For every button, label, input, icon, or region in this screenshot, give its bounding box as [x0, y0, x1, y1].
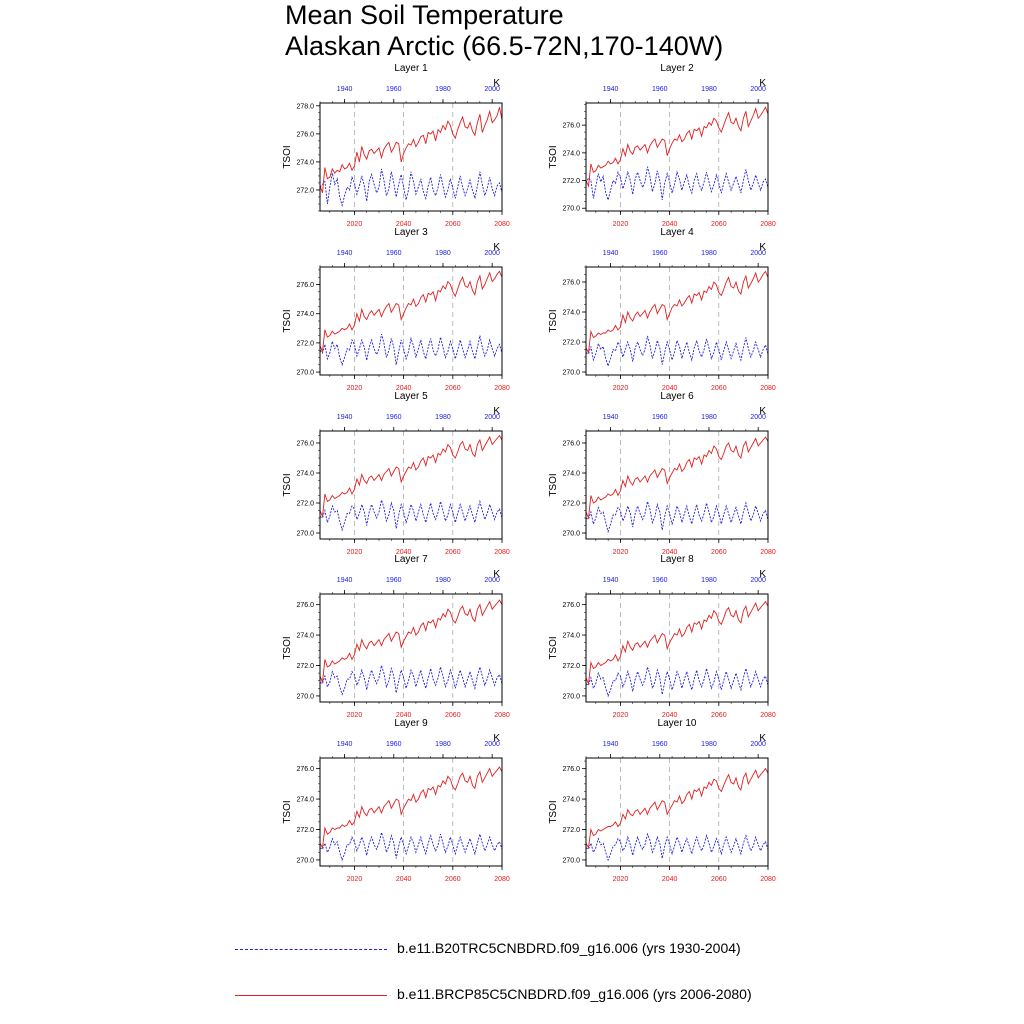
top-tick-label: 1940 [602, 86, 619, 93]
units-label: K [759, 569, 766, 580]
top-tick-label: 1960 [385, 741, 402, 748]
series-line-historical [586, 502, 768, 532]
bottom-tick-label: 2080 [494, 712, 510, 719]
top-tick-label: 1940 [336, 741, 353, 748]
y-tick-label: 276.0 [296, 131, 314, 139]
y-tick-label: 272.0 [296, 187, 314, 195]
series-line-historical [320, 334, 502, 365]
series-line-future [586, 437, 768, 518]
top-tick-label: 1980 [435, 86, 451, 93]
y-tick-label: 276.0 [562, 122, 580, 130]
top-tick-label: 1940 [602, 741, 619, 748]
top-tick-label: 1940 [336, 414, 353, 421]
top-tick-label: 1960 [651, 741, 668, 748]
plot-frame [586, 594, 768, 702]
y-tick-label: 270.0 [296, 530, 314, 538]
chart-panel-layer-5 [282, 414, 510, 556]
bottom-tick-label: 2060 [711, 221, 727, 228]
bottom-tick-label: 2020 [612, 385, 629, 392]
bottom-tick-label: 2040 [395, 221, 412, 228]
y-tick-label: 270.0 [562, 857, 580, 865]
top-tick-label: 1960 [651, 414, 668, 421]
bottom-tick-label: 2080 [760, 712, 776, 719]
y-tick-label: 272.0 [562, 662, 580, 670]
bottom-tick-label: 2060 [711, 549, 727, 556]
y-tick-label: 274.0 [562, 309, 580, 317]
bottom-tick-label: 2080 [760, 385, 776, 392]
series-line-future [586, 272, 768, 353]
bottom-tick-label: 2020 [612, 712, 629, 719]
panel-title: Layer 9 [394, 718, 428, 729]
top-tick-label: 1960 [651, 577, 668, 584]
y-tick-label: 276.0 [562, 440, 580, 448]
bottom-tick-label: 2020 [346, 221, 363, 228]
bottom-tick-label: 2040 [395, 712, 412, 719]
top-tick-label: 1980 [701, 414, 717, 421]
bottom-tick-label: 2040 [661, 549, 678, 556]
series-line-historical [586, 336, 768, 366]
y-axis-label: TSOI [548, 145, 559, 169]
series-line-historical [586, 667, 768, 696]
top-tick-label: 2000 [484, 577, 500, 584]
bottom-tick-label: 2060 [711, 385, 727, 392]
chart-panel-layer-1 [282, 86, 510, 228]
top-tick-label: 1980 [435, 414, 451, 421]
top-tick-label: 1960 [385, 86, 402, 93]
top-tick-label: 1960 [651, 250, 668, 257]
chart-panel-layer-3 [282, 250, 510, 392]
bottom-tick-label: 2040 [395, 549, 412, 556]
plot-frame [586, 103, 768, 211]
panel-title: Layer 8 [660, 554, 694, 565]
y-tick-label: 274.0 [296, 159, 314, 167]
chart-panel-layer-7 [282, 577, 510, 719]
top-tick-label: 1940 [336, 86, 353, 93]
y-tick-label: 274.0 [296, 470, 314, 478]
top-tick-label: 2000 [484, 414, 500, 421]
bottom-tick-label: 2060 [445, 385, 461, 392]
y-axis-label: TSOI [548, 309, 559, 333]
legend-item-historical [235, 940, 795, 960]
y-tick-label: 270.0 [296, 369, 314, 377]
chart-panel-layer-2 [548, 86, 776, 228]
y-tick-label: 272.0 [296, 662, 314, 670]
panel-title: Layer 10 [657, 718, 697, 729]
top-tick-label: 2000 [484, 741, 500, 748]
y-tick-label: 270.0 [562, 530, 580, 538]
bottom-tick-label: 2020 [346, 549, 363, 556]
y-axis-label: TSOI [282, 800, 293, 824]
y-tick-label: 270.0 [562, 369, 580, 377]
bottom-tick-label: 2040 [395, 876, 412, 883]
plot-frame [320, 594, 502, 702]
chart-panel-layer-4 [548, 250, 776, 392]
top-tick-label: 1980 [701, 577, 717, 584]
top-tick-label: 2000 [750, 414, 766, 421]
plot-frame [586, 758, 768, 866]
bottom-tick-label: 2060 [445, 549, 461, 556]
units-label: K [759, 78, 766, 89]
units-label: K [759, 242, 766, 253]
top-tick-label: 1980 [701, 250, 717, 257]
y-tick-label: 276.0 [296, 766, 314, 774]
y-tick-label: 276.0 [562, 279, 580, 287]
y-tick-label: 270.0 [296, 857, 314, 865]
legend-item-future [235, 986, 795, 1006]
series-line-historical [320, 169, 502, 206]
series-line-future [586, 769, 768, 848]
bottom-tick-label: 2080 [494, 385, 510, 392]
top-tick-label: 2000 [750, 86, 766, 93]
bottom-tick-label: 2060 [445, 712, 461, 719]
units-label: K [493, 242, 500, 253]
series-line-historical [320, 833, 502, 860]
y-axis-label: TSOI [282, 636, 293, 660]
y-tick-label: 274.0 [296, 632, 314, 640]
plot-frame [320, 103, 502, 211]
top-tick-label: 1960 [651, 86, 668, 93]
title-line-1: Mean Soil Temperature [285, 0, 564, 30]
panel-title: Layer 1 [394, 63, 428, 74]
bottom-tick-label: 2060 [711, 712, 727, 719]
panel-title: Layer 3 [394, 227, 428, 238]
y-tick-label: 276.0 [296, 602, 314, 610]
top-tick-label: 1980 [435, 741, 451, 748]
y-tick-label: 274.0 [562, 150, 580, 158]
bottom-tick-label: 2060 [711, 876, 727, 883]
y-tick-label: 272.0 [296, 826, 314, 834]
panel-title: Layer 4 [660, 227, 694, 238]
top-tick-label: 2000 [484, 86, 500, 93]
y-tick-label: 270.0 [562, 205, 580, 213]
series-line-historical [320, 666, 502, 695]
series-line-historical [586, 834, 768, 860]
bottom-tick-label: 2080 [494, 549, 510, 556]
plot-frame [320, 267, 502, 375]
top-tick-label: 1980 [435, 250, 451, 257]
series-line-future [320, 767, 502, 848]
y-tick-label: 272.0 [562, 500, 580, 508]
y-tick-label: 270.0 [562, 693, 580, 701]
series-line-historical [320, 500, 502, 530]
y-tick-label: 278.0 [296, 103, 314, 111]
y-tick-label: 274.0 [562, 470, 580, 478]
y-axis-label: TSOI [282, 145, 293, 169]
bottom-tick-label: 2040 [661, 221, 678, 228]
y-tick-label: 272.0 [562, 178, 580, 186]
y-axis-label: TSOI [282, 473, 293, 497]
panel-title: Layer 7 [394, 554, 428, 565]
units-label: K [759, 733, 766, 744]
y-tick-label: 272.0 [296, 340, 314, 348]
plot-frame [320, 431, 502, 539]
y-tick-label: 276.0 [296, 440, 314, 448]
bottom-tick-label: 2020 [346, 712, 363, 719]
top-tick-label: 1940 [336, 250, 353, 257]
y-axis-label: TSOI [548, 800, 559, 824]
chart-panel-layer-6 [548, 414, 776, 556]
series-line-future [320, 436, 502, 517]
top-tick-label: 1940 [602, 414, 619, 421]
bottom-tick-label: 2080 [494, 876, 510, 883]
bottom-tick-label: 2060 [445, 221, 461, 228]
y-tick-label: 274.0 [562, 632, 580, 640]
chart-panel-layer-9 [282, 741, 510, 883]
y-tick-label: 276.0 [562, 602, 580, 610]
bottom-tick-label: 2020 [346, 876, 363, 883]
bottom-tick-label: 2020 [612, 221, 629, 228]
bottom-tick-label: 2060 [445, 876, 461, 883]
bottom-tick-label: 2020 [612, 876, 629, 883]
y-tick-label: 272.0 [562, 339, 580, 347]
top-tick-label: 1980 [435, 577, 451, 584]
y-tick-label: 270.0 [296, 693, 314, 701]
bottom-tick-label: 2040 [661, 712, 678, 719]
top-tick-label: 1960 [385, 577, 402, 584]
bottom-tick-label: 2040 [661, 385, 678, 392]
y-tick-label: 274.0 [296, 311, 314, 319]
top-tick-label: 1960 [385, 250, 402, 257]
top-tick-label: 1940 [602, 250, 619, 257]
top-tick-label: 2000 [750, 741, 766, 748]
bottom-tick-label: 2080 [494, 221, 510, 228]
y-tick-label: 276.0 [296, 282, 314, 290]
bottom-tick-label: 2080 [760, 221, 776, 228]
top-tick-label: 2000 [750, 250, 766, 257]
top-tick-label: 1980 [701, 86, 717, 93]
y-axis-label: TSOI [548, 473, 559, 497]
bottom-tick-label: 2080 [760, 549, 776, 556]
bottom-tick-label: 2020 [346, 385, 363, 392]
y-axis-label: TSOI [548, 636, 559, 660]
plot-frame [320, 758, 502, 866]
legend-swatch-solid [235, 995, 387, 996]
bottom-tick-label: 2040 [395, 385, 412, 392]
top-tick-label: 2000 [750, 577, 766, 584]
legend-swatch-dashed [235, 949, 387, 950]
y-axis-label: TSOI [282, 309, 293, 333]
series-line-future [320, 107, 502, 193]
y-tick-label: 274.0 [562, 796, 580, 804]
y-tick-label: 272.0 [562, 826, 580, 834]
legend-label-historical: b.e11.B20TRC5CNBDRD.f09_g16.006 (yrs 1930-2004) [397, 940, 741, 956]
legend-label-future: b.e11.BRCP85C5CNBDRD.f09_g16.006 (yrs 2006-2080) [397, 986, 752, 1002]
y-tick-label: 274.0 [296, 796, 314, 804]
top-tick-label: 1940 [336, 577, 353, 584]
bottom-tick-label: 2080 [760, 876, 776, 883]
chart-panel-layer-10 [548, 741, 776, 883]
y-tick-label: 272.0 [296, 500, 314, 508]
y-tick-label: 276.0 [562, 766, 580, 774]
units-label: K [493, 78, 500, 89]
top-tick-label: 1940 [602, 577, 619, 584]
series-line-historical [586, 167, 768, 200]
panel-title: Layer 2 [660, 63, 694, 74]
top-tick-label: 1960 [385, 414, 402, 421]
panel-title: Layer 5 [394, 391, 428, 402]
top-tick-label: 2000 [484, 250, 500, 257]
units-label: K [493, 406, 500, 417]
title-line-2: Alaskan Arctic (66.5-72N,170-140W) [285, 31, 724, 61]
panel-title: Layer 6 [660, 391, 694, 402]
bottom-tick-label: 2040 [661, 876, 678, 883]
top-tick-label: 1980 [701, 741, 717, 748]
units-label: K [493, 569, 500, 580]
units-label: K [493, 733, 500, 744]
bottom-tick-label: 2020 [612, 549, 629, 556]
chart-panel-layer-8 [548, 577, 776, 719]
units-label: K [759, 406, 766, 417]
